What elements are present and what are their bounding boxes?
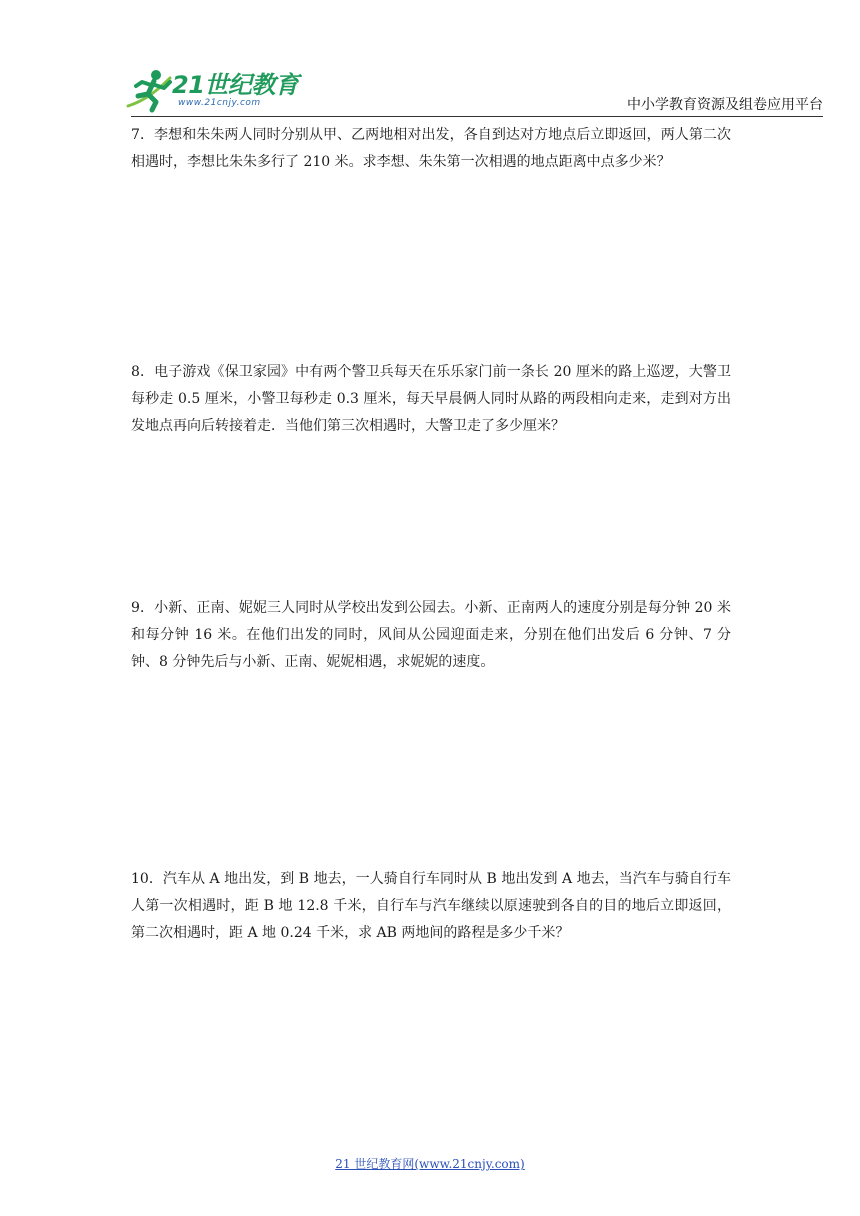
question-9: 9．小新、正南、妮妮三人同时从学校出发到公园去。小新、正南两人的速度分别是每分钟 20 米和每分钟 16 米。在他们出发的同时，风间从公园迎面走来，分别在他们出发后 6 分钟、7 分钟、8 分钟先后与小新、正南、妮妮相遇，求妮妮的速度。 (131, 600, 731, 670)
question-10: 10．汽车从 A 地出发，到 B 地去，一人骑自行车同时从 B 地出发到 A 地去，当汽车与骑自行车人第一次相遇时，距 B 地 12.8 千米，自行车与汽车继续以原速驶到各自的目的地后立即返回，第二次相遇时，距 A 地 0.24 千米，求 AB 两地间的路程是多少千米？ (131, 871, 731, 941)
question-8: 8．电子游戏《保卫家园》中有两个警卫兵每天在乐乐家门前一条长 20 厘米的路上巡逻，大警卫每秒走 0.5 厘米，小警卫每秒走 0.3 厘米，每天早晨俩人同时从路的两段相向走来，走到对方出发地点再向后转接着走．当他们第三次相遇时，大警卫走了多少厘米？ (131, 364, 731, 434)
page-footer (0, 1153, 860, 1172)
platform-name: 中小学教育资源及组卷应用平台 (627, 97, 823, 113)
header-divider (131, 116, 823, 117)
question-7: 7．李想和朱朱两人同时分别从甲、乙两地相对出发，各自到达对方地点后立即返回，两人第二次相遇时，李想比朱朱多行了 210 米。求李想、朱朱第一次相遇的地点距离中点多少米？ (131, 127, 731, 170)
footer-site-link[interactable]: 21 世纪教育网(www.21cnjy.com) (335, 1157, 525, 1171)
runner-logo-icon (126, 66, 178, 114)
logo-wordmark: 21世纪教育 (172, 71, 299, 99)
logo-url: www.21cnjy.com (178, 98, 261, 108)
site-logo[interactable] (126, 66, 298, 114)
page-header (0, 0, 860, 120)
